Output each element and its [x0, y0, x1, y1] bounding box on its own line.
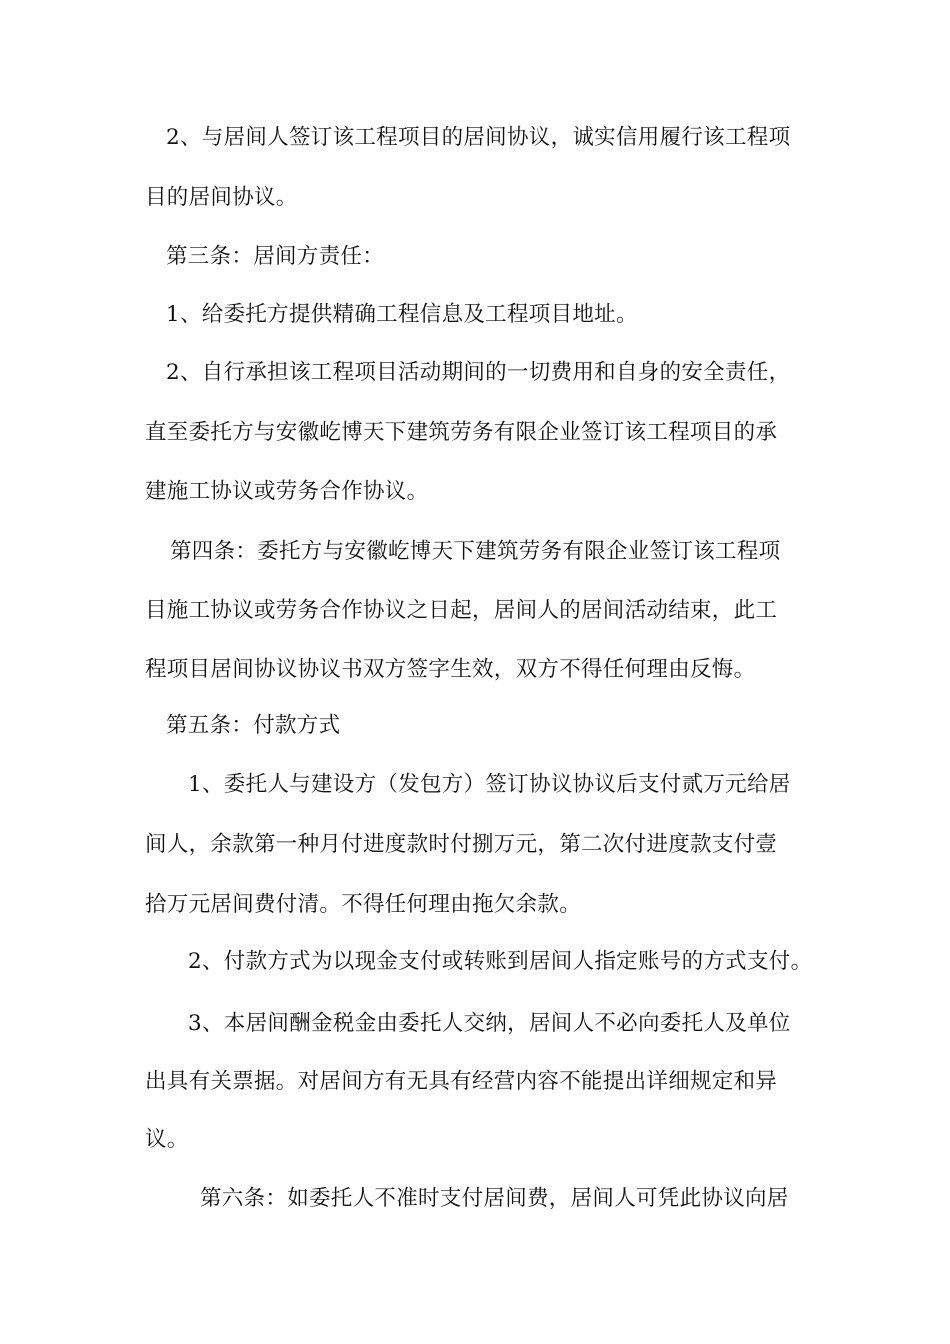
- paragraph-line: 间人，余款第一种月付进度款时付捌万元，第二次付进度款支付壹: [145, 832, 778, 857]
- paragraph-line: 2、自行承担该工程项目活动期间的一切费用和自身的安全责任，: [166, 360, 791, 385]
- paragraph-line: 1、给委托方提供精确工程信息及工程项目地址。: [166, 302, 638, 327]
- section-heading: 第五条：付款方式: [166, 713, 341, 738]
- paragraph-line: 1、委托人与建设方（发包方）签订协议协议后支付贰万元给居: [188, 772, 791, 797]
- paragraph-line: 目的居间协议。: [145, 185, 298, 210]
- section-heading: 第三条：居间方责任：: [166, 244, 385, 269]
- paragraph-line: 目施工协议或劳务合作协议之日起，居间人的居间活动结束，此工: [145, 598, 778, 623]
- paragraph-line: 直至委托方与安徽屹博天下建筑劳务有限企业签订该工程项目的承: [145, 420, 778, 445]
- section-heading: 第四条：委托方与安徽屹博天下建筑劳务有限企业签订该工程项: [170, 539, 781, 564]
- paragraph-line: 2、付款方式为以现金支付或转账到居间人指定账号的方式支付。: [188, 949, 813, 974]
- paragraph-line: 2、与居间人签订该工程项目的居间协议，诚实信用履行该工程项: [166, 125, 791, 150]
- paragraph-line: 程项目居间协议协议书双方签字生效，双方不得任何理由反悔。: [145, 657, 756, 682]
- paragraph-line: 建施工协议或劳务合作协议。: [145, 479, 429, 504]
- paragraph-line: 议。: [145, 1127, 189, 1152]
- paragraph-line: 拾万元居间费付清。不得任何理由拖欠余款。: [145, 892, 582, 917]
- section-heading: 第六条：如委托人不准时支付居间费，居间人可凭此协议向居: [200, 1186, 789, 1211]
- paragraph-line: 3、本居间酬金税金由委托人交纳，居间人不必向委托人及单位: [188, 1011, 791, 1036]
- paragraph-line: 出具有关票据。对居间方有无具有经营内容不能提出详细规定和异: [145, 1069, 778, 1094]
